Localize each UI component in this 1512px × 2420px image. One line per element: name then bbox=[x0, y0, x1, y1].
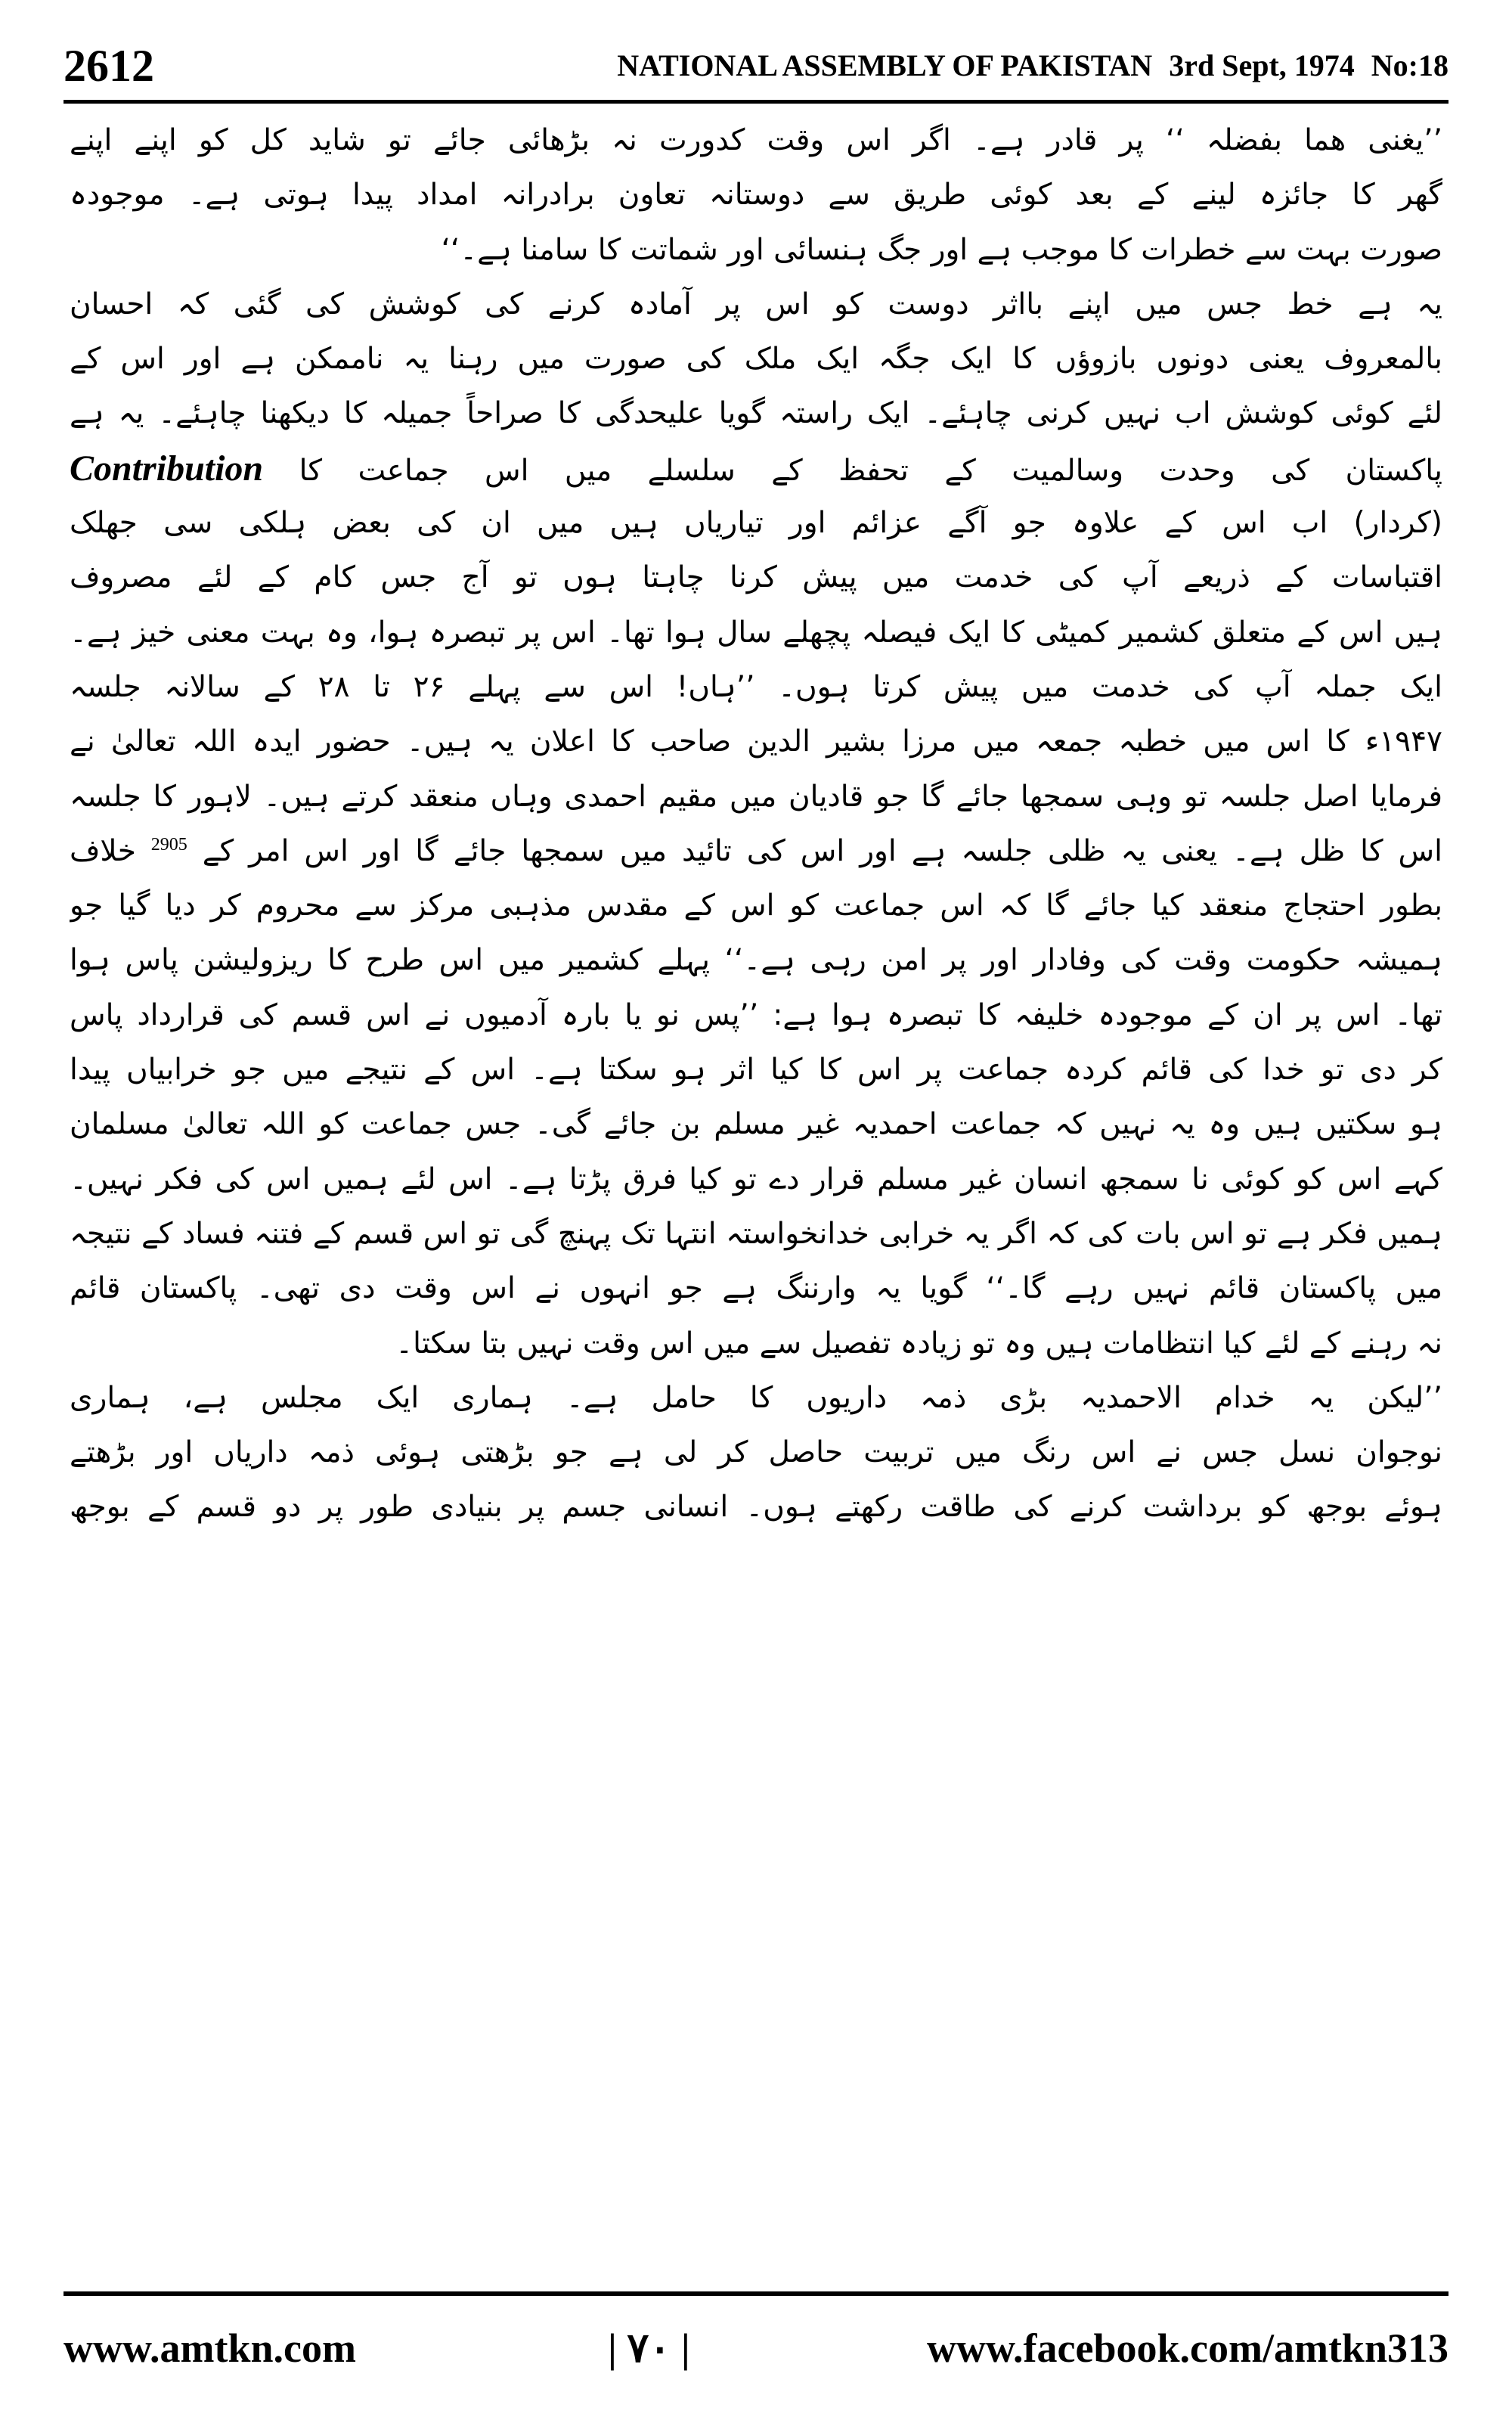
facebook-link[interactable]: www.facebook.com/amtkn313 bbox=[927, 2325, 1448, 2371]
session-date: 3rd Sept, 1974 bbox=[1169, 48, 1355, 82]
text-line: کہے اس کو کوئی نا سمجھ انسان غیر مسلم قرار دے تو کیا فرق پڑتا ہے۔ اس لئے ہمیں اس کی فکر نہیں۔ bbox=[70, 1162, 1442, 1196]
english-term: Contribution bbox=[70, 448, 264, 489]
running-head bbox=[600, 32, 1448, 100]
text-fragment-tail: خلاف bbox=[70, 833, 136, 868]
website-link[interactable]: www.amtkn.com bbox=[64, 2325, 356, 2371]
footnote-marker: 2905 bbox=[150, 834, 187, 855]
issue-number: No:18 bbox=[1371, 48, 1448, 82]
text-line: ’’لیکن یہ خدام الاحمدیہ بڑی ذمہ داریوں کا حامل ہے۔ ہماری ایک مجلس ہے، ہماری bbox=[70, 1380, 1442, 1415]
header-rule bbox=[64, 100, 1448, 104]
text-line: بالمعروف یعنی دونوں بازوؤں کا ایک جگہ ایک ملک کی صورت میں رہنا یہ ناممکن ہے اور اس کے bbox=[70, 342, 1442, 377]
text-line: ہمیں فکر ہے تو اس بات کی کہ اگر یہ خرابی خدانخواستہ انتہا تک پہنچ گی تو اس قسم کے فتنہ فساد کے نتیجہ bbox=[70, 1216, 1442, 1251]
text-line: اقتباسات کے ذریعے آپ کی خدمت میں پیش کرنا چاہتا ہوں تو آج جس کام کے لئے مصروف bbox=[70, 560, 1442, 595]
page-footer bbox=[64, 2314, 1448, 2382]
text-line: لئے کوئی کوشش اب نہیں کرنی چاہئے۔ ایک راستہ گویا علیحدگی کا صراحاً جمیلہ کا دیکھنا چاہئے۔ یہ ہے bbox=[70, 396, 1442, 431]
text-line: یہ ہے خط جس میں اپنے بااثر دوست کو اس پر آمادہ کرنے کی کوشش کی گئی کہ احسان bbox=[70, 287, 1442, 321]
text-line: ۱۹۴۷ء کا اس میں خطبہ جمعہ میں مرزا بشیر الدین صاحب کا اعلان یہ ہیں۔ حضور ایدہ اللہ تعالیٰ نے bbox=[70, 724, 1442, 759]
text-fragment: اس کا ظل ہے۔ یعنی یہ ظلی جلسہ ہے اور اس کی تائید میں سمجھا جائے گا اور اس امر کے bbox=[202, 833, 1442, 868]
text-line: کر دی تو خدا کی قائم کردہ جماعت پر اس کا کیا اثر ہو سکتا ہے۔ اس کے نتیجے میں جو خرابیاں پیدا bbox=[70, 1053, 1442, 1087]
body-text bbox=[70, 113, 1442, 2276]
text-line: (کردار) اب اس کے علاوہ جو آگے عزائم اور تیاریاں ہیں میں ان کی بعض ہلکی سی جھلک bbox=[70, 506, 1442, 541]
text-line: گھر کا جائزہ لینے کے بعد کوئی طریق سے دوستانہ تعاون برادرانہ امداد پیدا ہوتی ہے۔ موجودہ bbox=[70, 178, 1442, 213]
text-fragment: پاکستان کی وحدت وسالمیت کے تحفظ کے سلسلے میں اس جماعت کا bbox=[299, 453, 1442, 488]
text-line: ’’یغنی ھما بفضلہ ‘‘ پر قادر ہے۔ اگر اس وقت کدورت نہ بڑھائی جائے تو شاید کل کو اپنے اپنے bbox=[70, 123, 1442, 157]
text-line: ہیں اس کے متعلق کشمیر کمیٹی کا ایک فیصلہ پچھلے سال ہوا تھا۔ اس پر تبصرہ ہوا، وہ بہت معنی خیز ہے۔ bbox=[70, 615, 1442, 650]
text-line: میں پاکستان قائم نہیں رہے گا۔‘‘ گویا یہ وارننگ ہے جو انہوں نے اس وقت دی تھی۔ پاکستان قائم bbox=[70, 1271, 1442, 1306]
text-line: فرمایا اصل جلسہ تو وہی سمجھا جائے گا جو قادیان میں مقیم احمدی وہاں منعقد کرتے ہیں۔ لاہور کا جلسہ bbox=[70, 779, 1442, 814]
page-number: 2612 bbox=[64, 41, 154, 91]
page-label: | ۷۰ | bbox=[608, 2325, 690, 2371]
text-line: صورت بہت سے خطرات کا موجب ہے اور جگ ہنسائی اور شماتت کا سامنا ہے۔‘‘ bbox=[441, 232, 1442, 267]
footer-rule bbox=[64, 2291, 1448, 2296]
text-line: نہ رہنے کے لئے کیا انتظامات ہیں وہ تو زیادہ تفصیل سے میں اس وقت نہیں بتا سکتا۔ bbox=[395, 1326, 1442, 1360]
text-line: ہو سکتیں ہیں وہ یہ نہیں کہ جماعت احمدیہ غیر مسلم بن جائے گی۔ جس جماعت کو اللہ تعالیٰ مسلمان bbox=[70, 1107, 1442, 1142]
text-line: ایک جملہ آپ کی خدمت میں پیش کرتا ہوں۔ ’’ہاں! اس سے پہلے ۲۶ تا ۲۸ کے سالانہ جلسہ bbox=[70, 669, 1442, 704]
text-line-with-english bbox=[70, 442, 1442, 496]
text-line-with-footnote bbox=[70, 824, 1442, 879]
text-line: تھا۔ اس پر ان کے موجودہ خلیفہ کا تبصرہ ہوا ہے: ’’پس نو یا بارہ آدمیوں نے اس قسم کی قرارداد پاس bbox=[70, 997, 1442, 1032]
text-line: نوجوان نسل جس نے اس رنگ میں تربیت حاصل کر لی ہے جو بڑھتی ہوئی ذمہ داریاں اور بڑھتے bbox=[70, 1435, 1442, 1470]
page-header bbox=[64, 32, 1448, 100]
assembly-name: NATIONAL ASSEMBLY OF PAKISTAN bbox=[617, 48, 1153, 82]
text-line: ہوئے بوجھ کو برداشت کرنے کی طاقت رکھتے ہوں۔ انسانی جسم پر بنیادی طور پر دو قسم کے بوجھ bbox=[70, 1490, 1442, 1525]
text-line: بطور احتجاج منعقد کیا جائے گا کہ اس جماعت کو اس کے مقدس مذہبی مرکز سے محروم کر دیا گیا جو bbox=[70, 889, 1442, 923]
text-line: ہمیشہ حکومت وقت کی وفادار اور پر امن رہی ہے۔‘‘ پہلے کشمیر میں اس طرح کا ریزولیشن پاس ہوا bbox=[70, 943, 1442, 978]
